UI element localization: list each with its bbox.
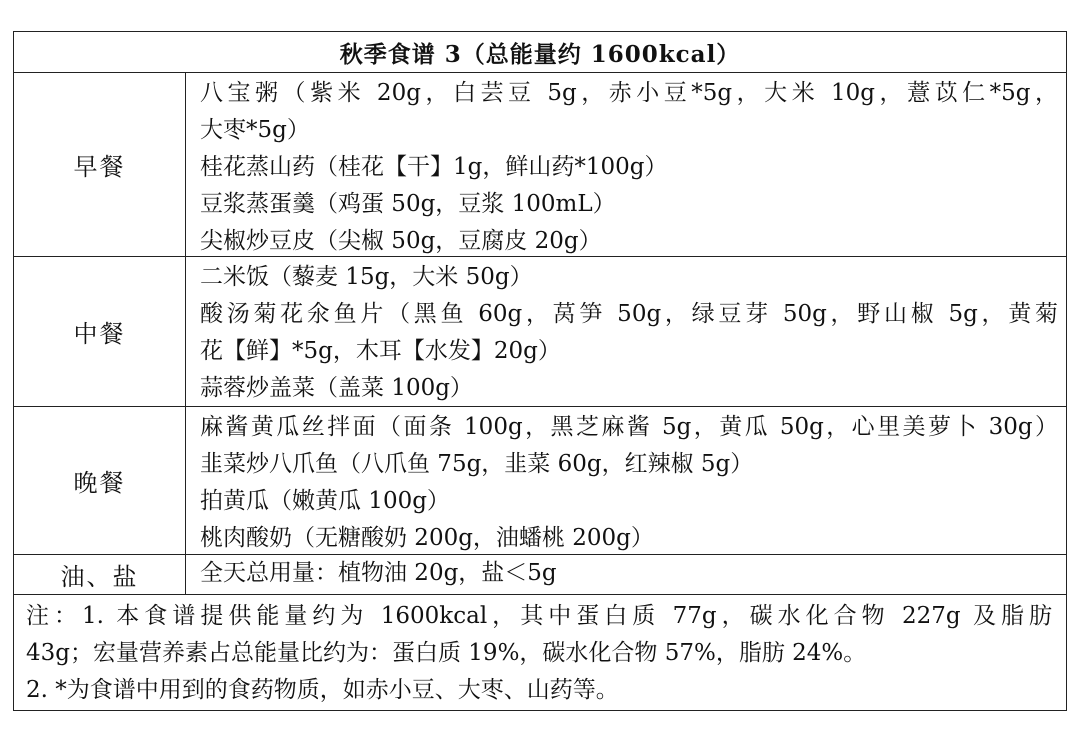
dish-line: 酸汤菊花氽鱼片（黑鱼 60g，莴笋 50g，绿豆芽 50g，野山椒 5g，黄菊 bbox=[200, 301, 1058, 327]
note-line: 43g；宏量营养素占总能量比约为：蛋白质 19%，碳水化合物 57%，脂肪 24%。 bbox=[26, 640, 867, 666]
oil-salt-usage bbox=[200, 555, 1058, 592]
dish-line: 尖椒炒豆皮（尖椒 50g，豆腐皮 20g） bbox=[200, 228, 602, 254]
dish-line: 拍黄瓜（嫩黄瓜 100g） bbox=[200, 488, 450, 514]
dish-line: 豆浆蒸蛋羹（鸡蛋 50g，豆浆 100mL） bbox=[200, 191, 616, 217]
meal-dishes-dinner bbox=[200, 409, 1058, 557]
usage-line: 全天总用量：植物油 20g，盐＜5g bbox=[200, 560, 557, 586]
note-line: 2. *为食谱中用到的食药物质，如赤小豆、大枣、山药等。 bbox=[26, 677, 619, 703]
dish-line: 桂花蒸山药（桂花【干】1g，鲜山药*100g） bbox=[200, 154, 668, 180]
recipe-table bbox=[13, 31, 1067, 711]
meal-row-lunch bbox=[14, 256, 1066, 406]
notes-row bbox=[14, 594, 1066, 712]
meal-row-dinner bbox=[14, 406, 1066, 554]
table-title: 秋季食谱 3（总能量约 1600kcal） bbox=[339, 40, 741, 68]
meal-label-oil-salt: 油、盐 bbox=[14, 555, 186, 594]
meal-label-breakfast: 早餐 bbox=[14, 73, 186, 256]
dish-line: 麻酱黄瓜丝拌面（面条 100g，黑芝麻酱 5g，黄瓜 50g，心里美萝卜 30g） bbox=[200, 414, 1058, 440]
notes-text bbox=[26, 598, 1052, 709]
meal-row-oil-salt bbox=[14, 554, 1066, 594]
dish-line: 蒜蓉炒盖菜（盖菜 100g） bbox=[200, 375, 473, 401]
meal-dishes-lunch bbox=[200, 259, 1058, 407]
meal-row-breakfast bbox=[14, 72, 1066, 256]
dish-line: 二米饭（藜麦 15g，大米 50g） bbox=[200, 264, 533, 290]
dish-line: 八宝粥（紫米 20g，白芸豆 5g，赤小豆*5g，大米 10g，薏苡仁*5g， bbox=[200, 80, 1058, 106]
dish-line: 桃肉酸奶（无糖酸奶 200g，油蟠桃 200g） bbox=[200, 525, 654, 551]
meal-label-dinner: 晚餐 bbox=[14, 407, 186, 554]
dish-line: 韭菜炒八爪鱼（八爪鱼 75g，韭菜 60g，红辣椒 5g） bbox=[200, 451, 754, 477]
dish-line: 大枣*5g） bbox=[200, 117, 310, 143]
meal-dishes-breakfast bbox=[200, 75, 1058, 260]
meal-label-lunch: 中餐 bbox=[14, 257, 186, 406]
dish-line: 花【鲜】*5g，木耳【水发】20g） bbox=[200, 338, 561, 364]
note-line: 注：1. 本食谱提供能量约为 1600kcal，其中蛋白质 77g，碳水化合物 227g 及脂肪 bbox=[26, 603, 1052, 629]
